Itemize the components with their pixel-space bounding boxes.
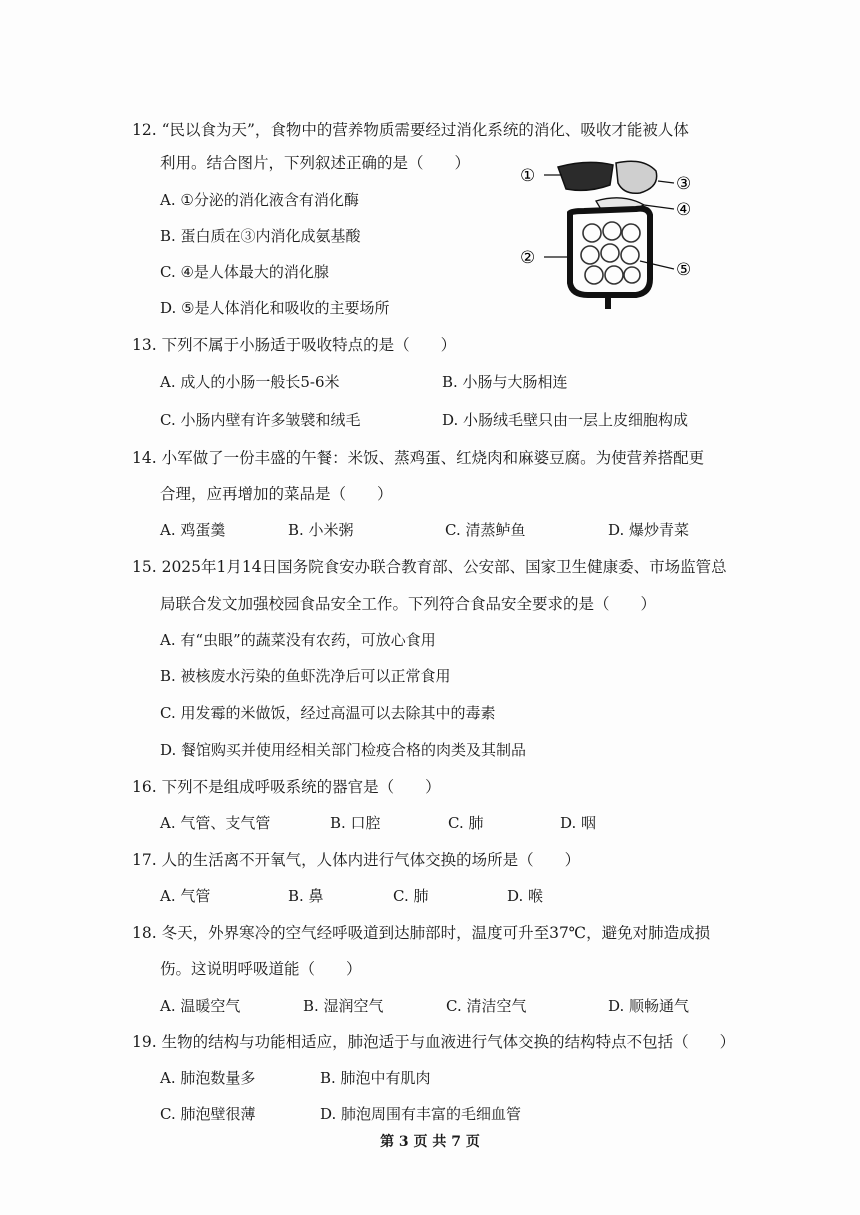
q13-option-a: A. 成人的小肠一般长5-6米 [160,373,340,391]
q19-stem: 19. 生物的结构与功能相适应，肺泡适于与血液进行气体交换的结构特点不包括（ ） [132,1033,736,1051]
q14-stem-line1: 14. 小军做了一份丰盛的午餐：米饭、蒸鸡蛋、红烧肉和麻婆豆腐。为使营养搭配更 [132,449,705,467]
q12-option-c: C. ④是人体最大的消化腺 [160,263,329,281]
q17-stem: 17. 人的生活离不开氧气，人体内进行气体交换的场所是（ ） [132,851,581,869]
q16-option-c: C. 肺 [448,814,484,832]
small-intestine-shape [581,222,640,284]
figure-label-2: ② [520,248,536,268]
liver-shape [558,162,613,190]
q12-stem-line1: 12. “民以食为天”，食物中的营养物质需要经过消化系统的消化、吸收才能被人体 [132,121,689,139]
q15-option-a: A. 有“虫眼”的蔬菜没有农药，可放心食用 [160,631,436,649]
q17-option-a: A. 气管 [160,887,211,905]
q13-stem: 13. 下列不属于小肠适于吸收特点的是（ ） [132,336,457,354]
digestive-system-figure [518,153,718,313]
q19-option-d: D. 肺泡周围有丰富的毛细血管 [320,1105,522,1123]
q16-stem: 16. 下列不是组成呼吸系统的器官是（ ） [132,778,441,796]
q15-option-b: B. 被核废水污染的鱼虾洗净后可以正常食用 [160,667,451,685]
q15-stem-line2: 局联合发文加强校园食品安全工作。下列符合食品安全要求的是（ ） [160,595,657,613]
stomach-shape [616,161,657,193]
q17-option-c: C. 肺 [393,887,429,905]
q15-option-c: C. 用发霉的米做饭，经过高温可以去除其中的毒素 [160,704,496,722]
q13-option-c: C. 小肠内壁有许多皱襞和绒毛 [160,411,361,429]
q17-option-b: B. 鼻 [288,887,324,905]
q15-stem-line1: 15. 2025年1月14日国务院食安办联合教育部、公安部、国家卫生健康委、市场监管总 [132,558,727,576]
q19-option-a: A. 肺泡数量多 [160,1069,256,1087]
q15-option-d: D. 餐馆购买并使用经相关部门检疫合格的肉类及其制品 [160,741,527,759]
q14-stem-line2: 合理，应再增加的菜品是（ ） [160,485,393,503]
figure-label-1: ① [520,166,536,186]
q18-stem-line2: 伤。这说明呼吸道能（ ） [160,960,362,978]
figure-label-3: ③ [676,174,692,194]
figure-label-5: ⑤ [676,260,692,280]
q14-option-d: D. 爆炒青菜 [608,521,690,539]
q18-option-d: D. 顺畅通气 [608,997,690,1015]
q18-option-b: B. 湿润空气 [303,997,384,1015]
q12-option-a: A. ①分泌的消化液含有消化酶 [160,191,359,209]
q14-option-b: B. 小米粥 [288,521,354,539]
q17-option-d: D. 喉 [507,887,544,905]
q18-option-c: C. 清洁空气 [446,997,527,1015]
q19-option-b: B. 肺泡中有肌肉 [320,1069,431,1087]
q13-option-b: B. 小肠与大肠相连 [442,373,568,391]
q16-option-b: B. 口腔 [330,814,381,832]
q12-option-b: B. 蛋白质在③内消化成氨基酸 [160,227,361,245]
q12-option-d: D. ⑤是人体消化和吸收的主要场所 [160,299,390,317]
q13-option-d: D. 小肠绒毛壁只由一层上皮细胞构成 [442,411,689,429]
q19-option-c: C. 肺泡壁很薄 [160,1105,256,1123]
q16-option-d: D. 咽 [560,814,597,832]
figure-label-4: ④ [676,200,692,220]
page-number: 第 3 页 共 7 页 [380,1134,480,1150]
q14-option-a: A. 鸡蛋羹 [160,521,226,539]
q14-option-c: C. 清蒸鲈鱼 [445,521,526,539]
q18-option-a: A. 温暖空气 [160,997,241,1015]
q12-stem-line2: 利用。结合图片，下列叙述正确的是（ ） [160,154,471,172]
q16-option-a: A. 气管、支气管 [160,814,271,832]
q18-stem-line1: 18. 冬天，外界寒冷的空气经呼吸道到达肺部时，温度可升至37℃，避免对肺造成损 [132,924,711,942]
